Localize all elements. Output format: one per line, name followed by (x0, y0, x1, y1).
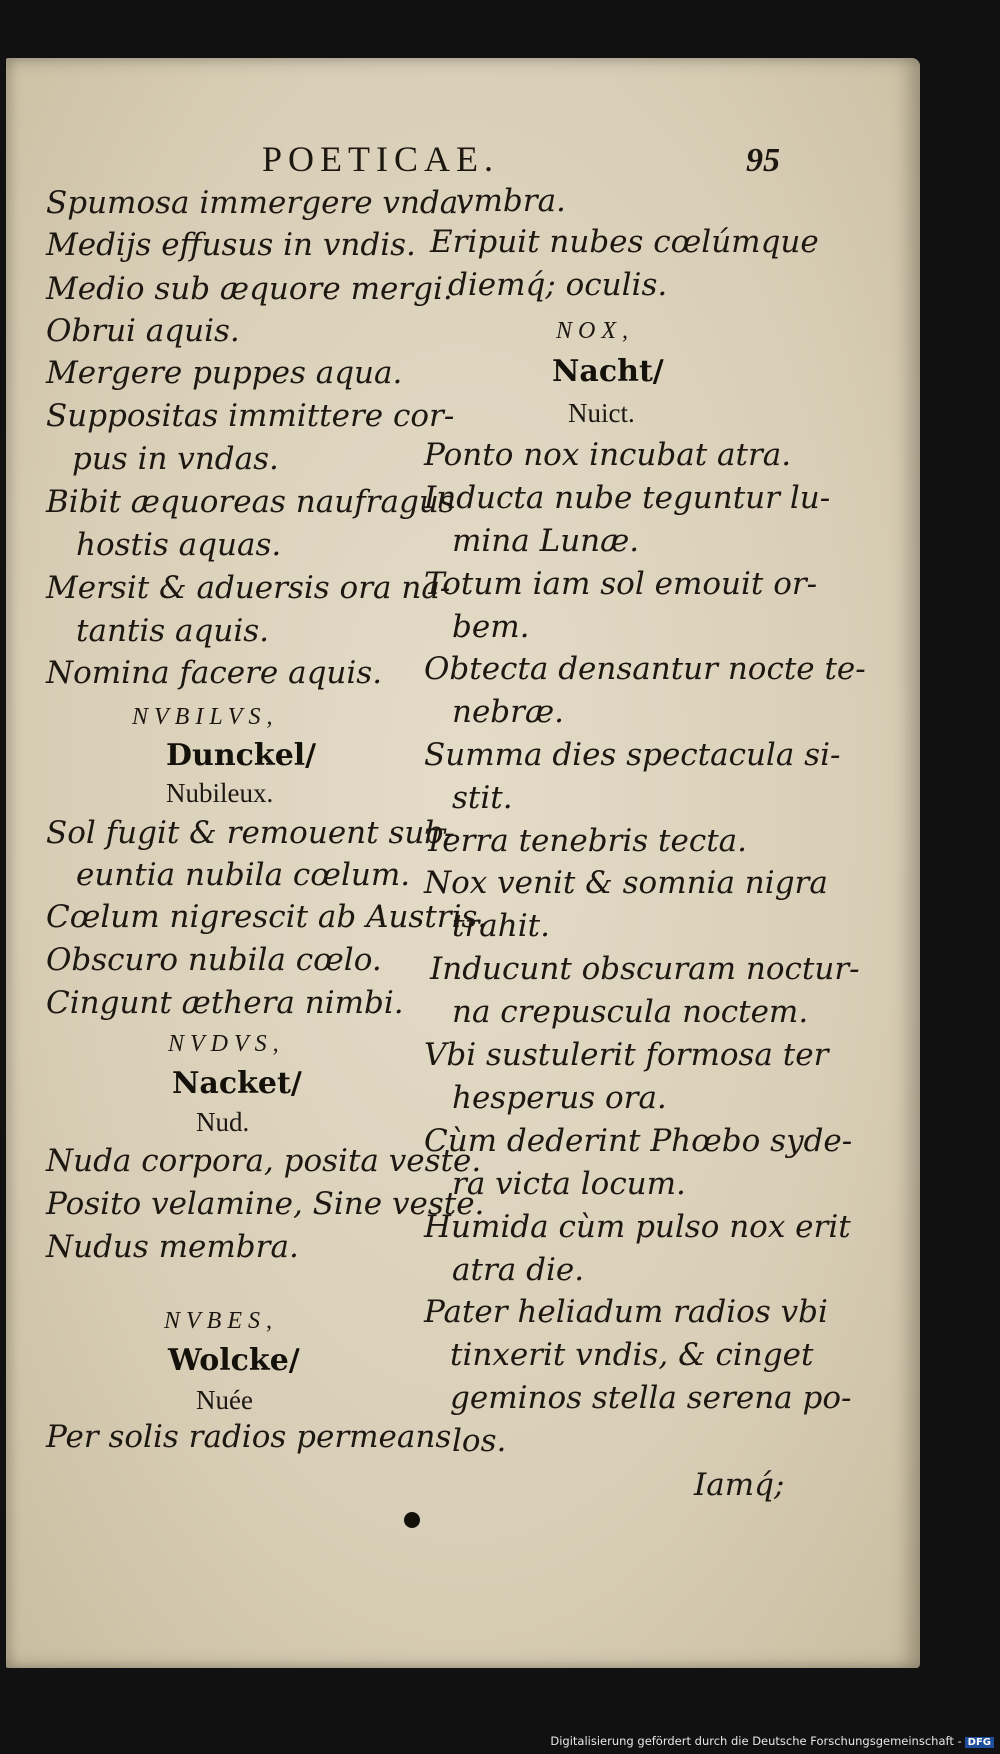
text-line: Nox venit & somnia nigra (424, 865, 828, 901)
page-number: 95 (746, 142, 780, 179)
entry-german-nox: Nacht/ (552, 354, 664, 389)
running-header: POETICAE. (262, 139, 499, 179)
text-line: Pater heliadum radios vbi (424, 1294, 828, 1330)
text-line: Obscuro nubila cœlo. (46, 942, 382, 978)
text-line: trahit. (452, 908, 550, 944)
text-line: Humida cùm pulso nox erit (424, 1209, 851, 1245)
text-line: Vbi sustulerit formosa ter (424, 1037, 829, 1073)
text-line: hesperus ora. (452, 1080, 667, 1116)
text-line: Obtecta densantur nocte te- (424, 651, 866, 687)
catchword: Iamq́; (694, 1467, 785, 1503)
text-line: stit. (452, 780, 513, 816)
text-line: Mergere puppes aqua. (46, 355, 403, 391)
entry-heading-nudus: NVDVS, (168, 1031, 285, 1057)
text-line: Terra tenebris tecta. (424, 823, 748, 859)
entry-german-nubes: Wolcke/ (168, 1343, 300, 1378)
footer-credit (550, 1734, 994, 1748)
text-line: Per solis radios permeans (46, 1419, 452, 1455)
text-line: Medijs effusus in vndis. (46, 227, 416, 263)
text-line: Medio sub æquore mergi. (46, 271, 453, 307)
text-line: hostis aquas. (76, 527, 282, 563)
text-line: Spumosa immergere vnda. (46, 185, 469, 221)
text-line: pus in vndas. (72, 441, 279, 477)
text-line: Inducunt obscuram noctur- (430, 951, 860, 987)
entry-german-nubilus: Dunckel/ (166, 738, 317, 773)
dfg-logo: DFG (965, 1737, 994, 1748)
text-line: geminos stella serena po- (450, 1380, 852, 1416)
text-line: Cùm dederint Phœbo syde- (424, 1123, 853, 1159)
entry-german-nudus: Nacket/ (172, 1066, 302, 1101)
entry-heading-nubes: NVBES, (164, 1308, 278, 1334)
ink-dot (404, 1512, 420, 1528)
text-line: Cingunt æthera nimbi. (46, 985, 404, 1021)
footer-text: Digitalisierung gefördert durch die Deutsche Forschungsgemeinschaft - (550, 1734, 962, 1748)
entry-french-nudus: Nud. (196, 1107, 250, 1137)
text-line: Inducta nube teguntur lu- (424, 480, 831, 516)
text-line: Sol fugit & remouent sub- (46, 815, 455, 851)
text-line: Ponto nox incubat atra. (424, 437, 792, 473)
text-line: Nudus membra. (46, 1229, 299, 1265)
text-line: mina Lunæ. (452, 523, 640, 559)
text-line: Obrui aquis. (46, 313, 240, 349)
text-line: euntia nubila cœlum. (76, 857, 411, 893)
text-line: na crepuscula noctem. (452, 994, 809, 1030)
text-line: Suppositas immittere cor- (46, 398, 455, 434)
text-line: tinxerit vndis, & cinget (450, 1337, 814, 1373)
text-line: Totum iam sol emouit or- (424, 566, 818, 602)
text-line: nebræ. (452, 694, 564, 730)
text-line: Posito velamine, Sine veste. (46, 1186, 485, 1222)
text-line: Summa dies spectacula si- (424, 737, 841, 773)
text-line: Cœlum nigrescit ab Austris. (46, 899, 488, 935)
text-line: bem. (452, 609, 530, 645)
text-line: los. (452, 1423, 507, 1459)
entry-french-nubes: Nuée (196, 1385, 253, 1415)
text-line: Eripuit nubes cœlúmque (430, 224, 819, 260)
text-line: ra victa locum. (452, 1166, 686, 1202)
entry-french-nubilus: Nubileux. (166, 778, 274, 808)
text-line: atra die. (452, 1252, 585, 1288)
entry-heading-nubilus: NVBILVS, (132, 704, 279, 730)
text-line: vmbra. (456, 183, 566, 219)
entry-heading-nox: NOX, (556, 318, 634, 344)
text-line: Bibit æquoreas naufragus (46, 484, 455, 520)
text-line: diemq́; oculis. (448, 267, 668, 303)
text-line: Mersit & aduersis ora na- (46, 570, 451, 606)
text-line: Nomina facere aquis. (46, 655, 383, 691)
entry-french-nox: Nuict. (568, 398, 635, 428)
text-line: tantis aquis. (76, 613, 270, 649)
text-line: Nuda corpora, posita veste. (46, 1143, 482, 1179)
